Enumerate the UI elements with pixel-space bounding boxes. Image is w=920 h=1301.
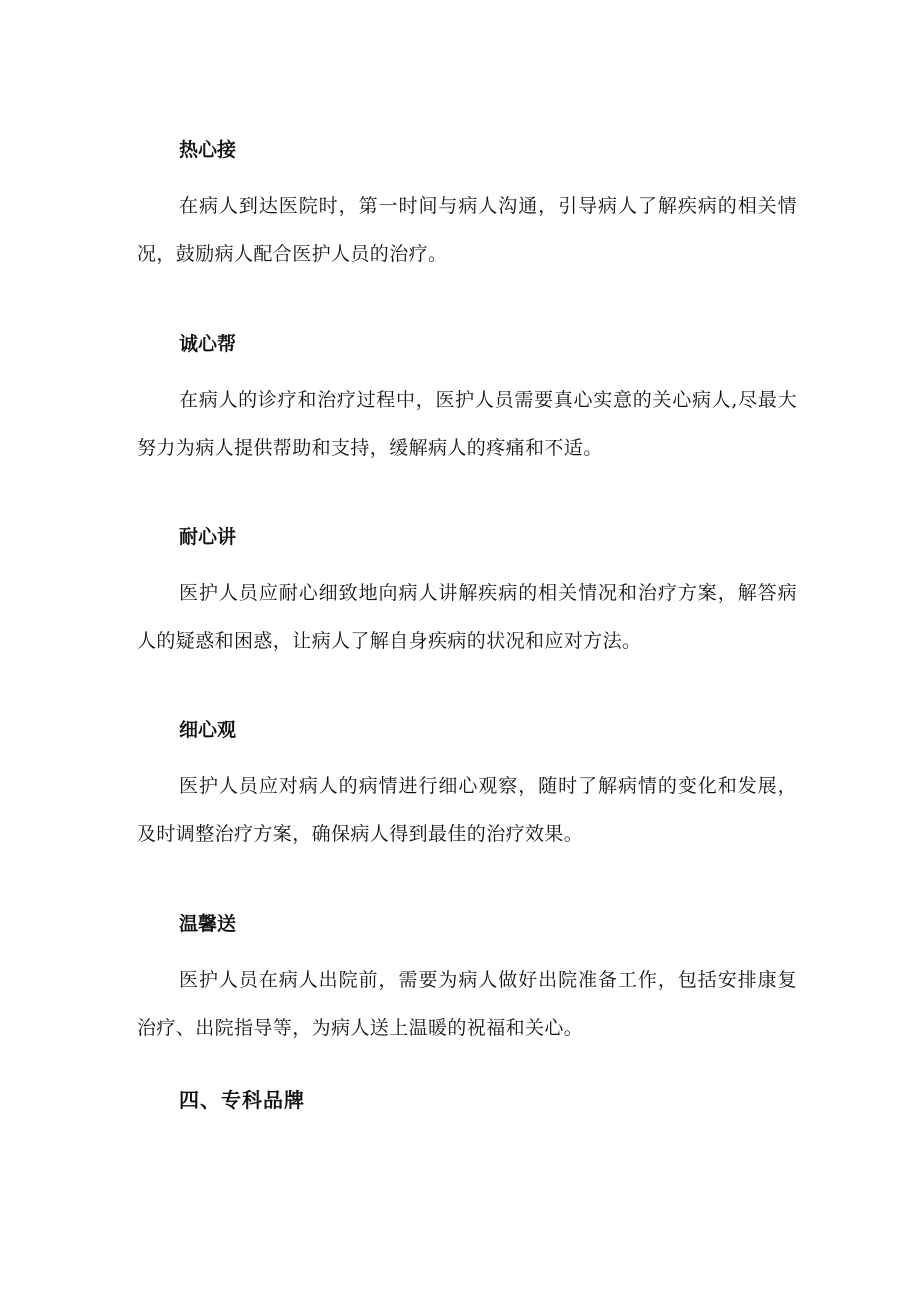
section-paragraph: 医护人员在病人出院前，需要为病人做好出院准备工作，包括安排康复治疗、出院指导等，为病人送上温暖的祝福和关心。 xyxy=(137,969,797,1039)
section-heading: 温馨送 xyxy=(179,913,237,935)
section-heading: 热心接 xyxy=(179,139,237,161)
section-block xyxy=(137,910,797,1052)
section-paragraph: 在病人到达医院时，第一时间与病人沟通，引导病人了解疾病的相关情况，鼓励病人配合医护人员的治疗。 xyxy=(137,195,797,265)
chapter-heading: 四、专科品牌 xyxy=(179,1088,305,1112)
section-block xyxy=(137,716,797,858)
section-block xyxy=(137,136,797,278)
section-paragraph: 在病人的诊疗和治疗过程中，医护人员需要真心实意的关心病人,尽最大努力为病人提供帮助和支持，缓解病人的疼痛和不适。 xyxy=(137,389,797,459)
section-heading: 耐心讲 xyxy=(179,526,237,548)
section-paragraph: 医护人员应耐心细致地向病人讲解疾病的相关情况和治疗方案，解答病人的疑惑和困惑，让病人了解自身疾病的状况和应对方法。 xyxy=(137,582,797,652)
section-block xyxy=(137,330,797,472)
section-heading: 诚心帮 xyxy=(179,333,237,355)
section-paragraph: 医护人员应对病人的病情进行细心观察，随时了解病情的变化和发展，及时调整治疗方案，确保病人得到最佳的治疗效果。 xyxy=(137,775,797,845)
section-heading: 细心观 xyxy=(179,719,237,741)
section-block xyxy=(137,523,797,665)
